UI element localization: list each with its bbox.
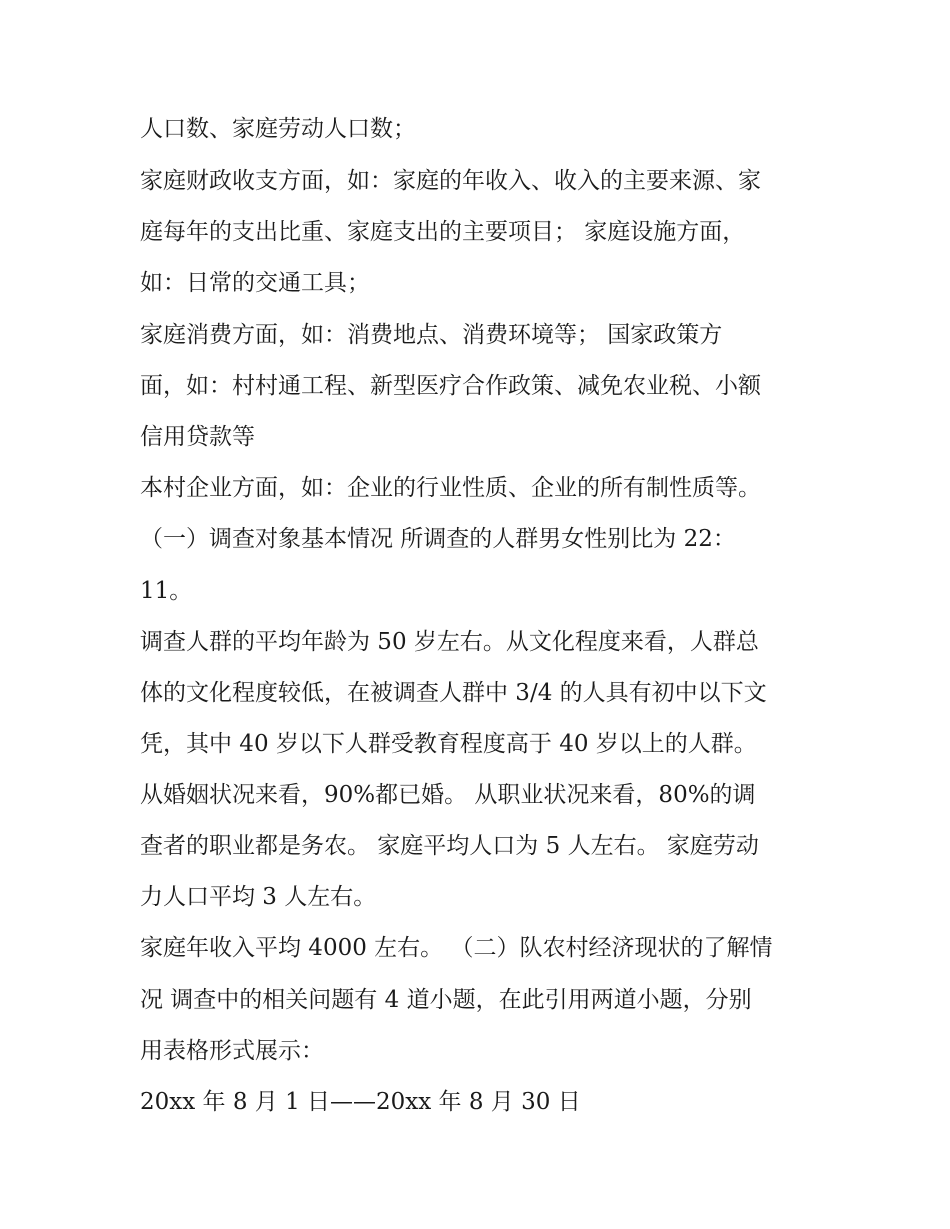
text-line: 查者的职业都是务农。 家庭平均人口为 5 人左右。 家庭劳动 — [140, 833, 759, 859]
text-line: 从婚姻状况来看，90%都已婚。 从职业状况来看，80%的调 — [140, 782, 756, 808]
text-line: 调查人群的平均年龄为 50 岁左右。从文化程度来看，人群总 — [140, 629, 759, 655]
text-line: （一）调查对象基本情况 所调查的人群男女性别比为 22： — [140, 526, 736, 552]
text-line: 力人口平均 3 人左右。 — [140, 884, 377, 910]
date-range-line: 20xx 年 8 月 1 日——20xx 年 8 月 30 日 — [140, 1089, 581, 1115]
text-line: 人口数、家庭劳动人口数； — [140, 116, 416, 142]
text-line: 况 调查中的相关问题有 4 道小题，在此引用两道小题，分别 — [140, 987, 752, 1013]
text-line: 面，如：村村通工程、新型医疗合作政策、减免农业税、小额 — [140, 373, 761, 399]
text-line: 如：日常的交通工具； — [140, 270, 370, 296]
text-line: 庭每年的支出比重、家庭支出的主要项目； 家庭设施方面， — [140, 219, 746, 245]
text-line: 家庭财政收支方面，如：家庭的年收入、收入的主要来源、家 — [140, 168, 761, 194]
text-line: 体的文化程度较低，在被调查人群中 3/4 的人具有初中以下文 — [140, 680, 767, 706]
text-line: 家庭消费方面，如：消费地点、消费环境等； 国家政策方 — [140, 322, 723, 348]
text-line: 用表格形式展示： — [140, 1038, 324, 1064]
text-line: 信用贷款等 — [140, 424, 255, 450]
text-line: 11。 — [140, 578, 193, 604]
text-line: 凭，其中 40 岁以下人群受教育程度高于 40 岁以上的人群。 — [140, 731, 757, 757]
text-line: 本村企业方面，如：企业的行业性质、企业的所有制性质等。 — [140, 475, 761, 501]
text-line: 家庭年收入平均 4000 左右。 （二）队农村经济现状的了解情 — [140, 935, 773, 961]
